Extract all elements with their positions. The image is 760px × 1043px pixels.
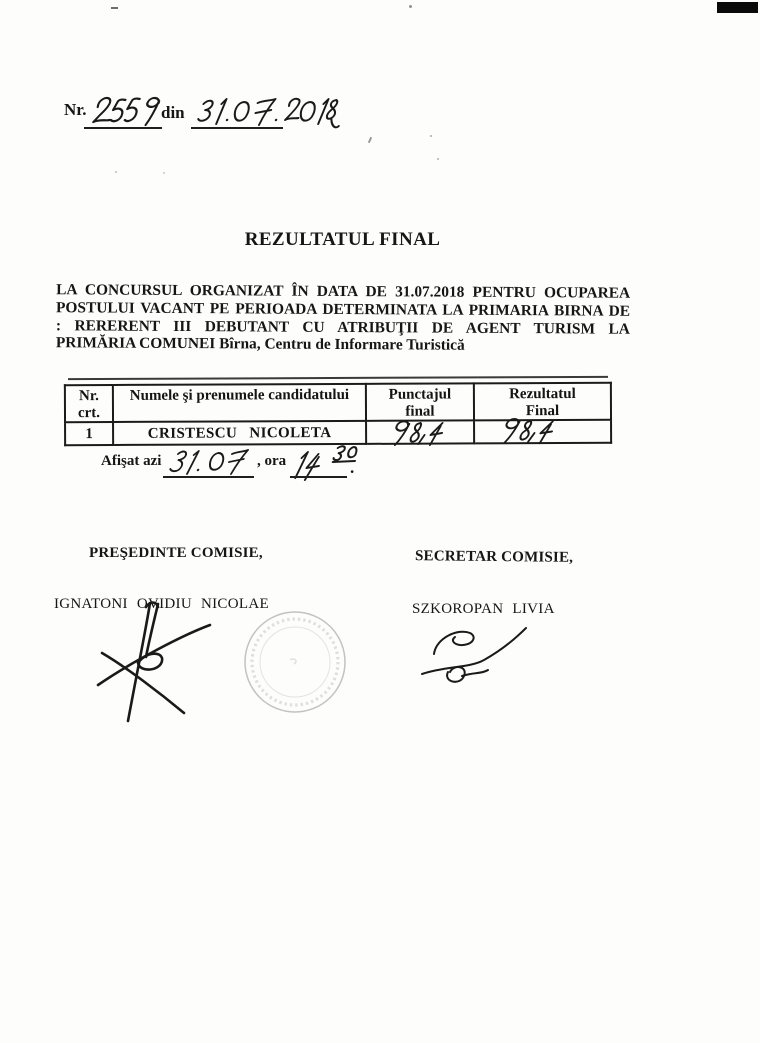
scan-artifact-corner-bar <box>717 2 758 13</box>
posted-date-line <box>163 476 254 478</box>
scan-speck <box>437 158 439 160</box>
body-line-2: POSTULUI VACANT PE PERIOADA DETERMINATA LA PRIMARIA BIRNA DE <box>56 299 631 320</box>
registration-number-line <box>84 127 162 129</box>
president-name: IGNATONI OVIDIU NICOLAE <box>54 596 269 612</box>
registration-din-label: din <box>161 103 185 122</box>
table-header-score: Punctajul final <box>366 383 474 420</box>
body-line-4: PRIMĂRIA COMUNEI Bîrna, Centru de Informare Turistică <box>55 334 465 355</box>
body-line-3: : RERERENT III DEBUTANT CU ATRIBUŢII DE AGENT TURISM LA <box>55 316 630 338</box>
scan-speck <box>430 135 432 137</box>
registration-number-handwritten <box>86 93 162 131</box>
registration-date-handwritten <box>194 92 336 136</box>
posted-label: Afişat azi <box>101 453 162 469</box>
document-title: REZULTATUL FINAL <box>244 229 441 250</box>
registration-date-line <box>191 127 283 129</box>
scan-artifact-dash <box>111 7 118 9</box>
body-line-1: LA CONCURSUL ORGANIZAT ÎN DATA DE 31.07.2018 PENTRU OCUPAREA <box>56 281 631 302</box>
round-stamp-icon <box>240 607 350 717</box>
score-handwritten <box>380 417 460 447</box>
scan-speck <box>409 5 412 8</box>
body-paragraph <box>56 281 630 356</box>
table-header-result: Rezultatul Final <box>474 383 611 421</box>
president-role-label: PREŞEDINTE COMISIE, <box>89 545 263 561</box>
posted-date-handwritten <box>166 446 242 476</box>
secretary-signature-icon <box>418 620 530 692</box>
row-name-cell: CRISTESCU NICOLETA <box>113 421 366 445</box>
posted-time-line <box>290 476 347 478</box>
president-signature-icon <box>88 601 243 729</box>
scan-speck-comma <box>368 137 372 143</box>
row-nr-cell: 1 <box>65 422 113 445</box>
scan-speck <box>115 171 117 173</box>
scan-line-above-table <box>68 376 608 380</box>
result-handwritten <box>490 414 571 446</box>
secretary-role-label: SECRETAR COMISIE, <box>414 548 574 566</box>
posted-end-punct: . <box>350 458 355 477</box>
registration-nr-label: Nr. <box>64 100 87 119</box>
secretary-name: SZKOROPAN LIVIA <box>412 601 555 617</box>
scan-speck <box>163 172 165 174</box>
posted-ora-label: , ora <box>257 453 287 469</box>
table-header-nr: Nr. crt. <box>65 385 113 422</box>
table-header-name: Numele şi prenumele candidatului <box>113 384 366 422</box>
